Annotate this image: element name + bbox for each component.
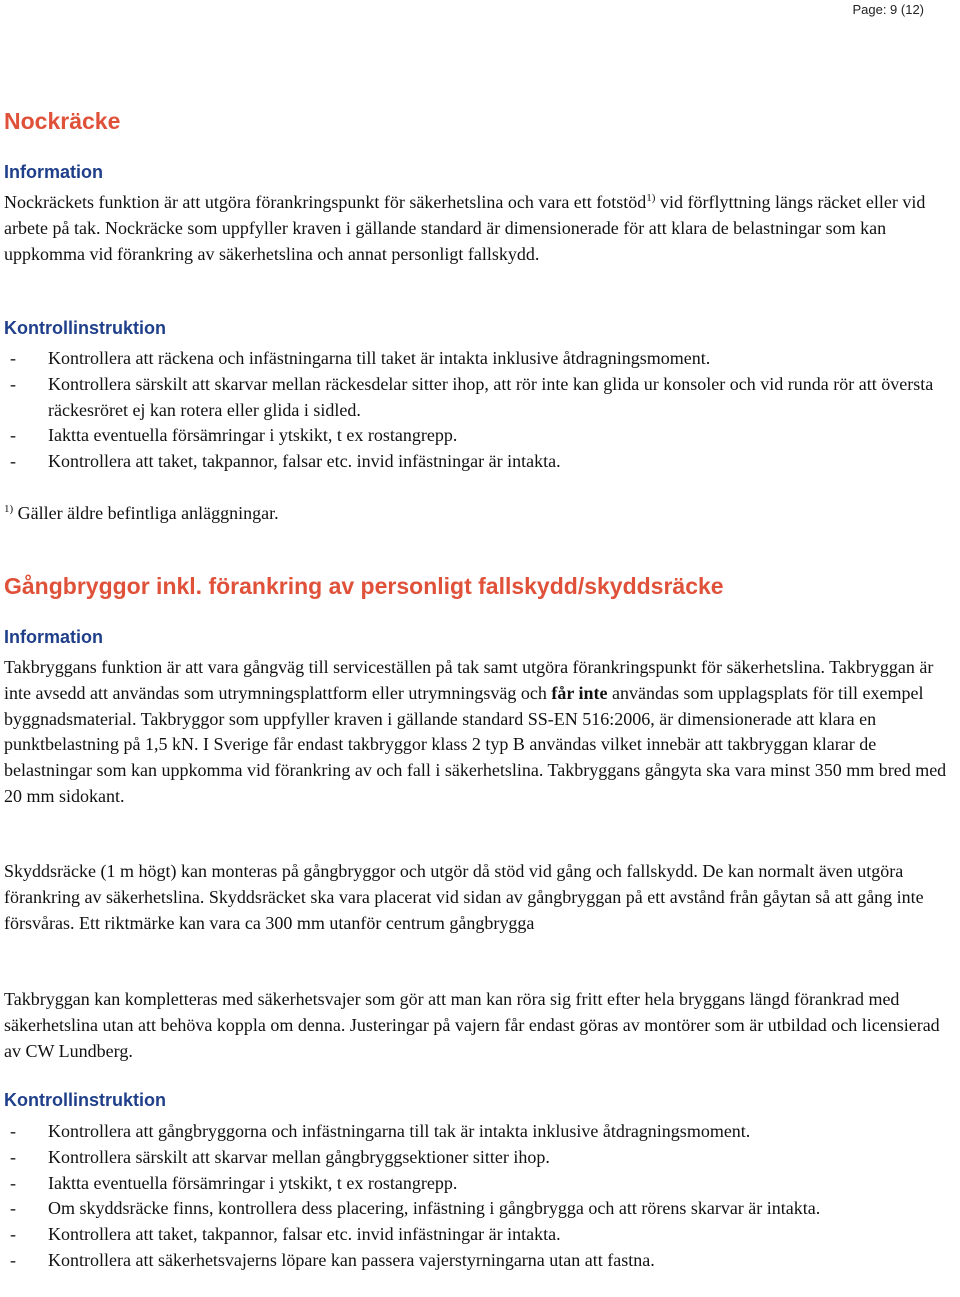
list-item-text: Kontrollera att säkerhetsvajerns löpare kan passera vajerstyrningarna utan att fastna. [48,1249,655,1270]
control-heading-2: Kontrollinstruktion [4,1090,166,1110]
bold-text: får inte [551,682,608,703]
control-list-1 [4,346,959,475]
list-item-text: Kontrollera att räckena och infästningarna till taket är intakta inklusive åtdragningsmoment. [48,348,711,368]
list-item [4,372,959,424]
list-item-text: Iaktta eventuella försämringar i ytskikt, t ex rostangrepp. [48,1172,458,1193]
para-text: Takbryggans funktion är att vara gångväg till serviceställen på tak samt utgöra förankringspunkt för säkerhetslina. Takbryggan är inte avsedd att användas som utrymningsplattform eller utrymningsväg och [4,657,934,703]
footnote-text: Gäller äldre befintliga anläggningar. [13,503,279,523]
control-heading-1: Kontrollinstruktion [4,318,166,338]
bullet-dash: - [10,1172,16,1193]
info-heading-1: Information [4,162,103,182]
bullet-dash: - [10,1121,16,1141]
info-text-part2: vid förflyttning längs räcket eller vid arbete på tak. Nockräcke som uppfyller kraven i gällande standard är dimensionerade för att klara de belastningar som kan uppkomma vid förankring av säkerhetslina och annat personligt fallskydd. [4,192,926,264]
bullet-dash: - [10,1198,16,1219]
info-paragraph-2 [4,655,959,810]
footnote [4,501,959,527]
list-item [4,1119,959,1145]
para-text: användas som upplagsplats för till exempel byggnadsmaterial. Takbryggor som uppfyller kraven i gällande standard SS-EN 516:2006, är dimensionerade att klara en punktbelastning på 1,5 kN. I Sverige får endast takbryggor klass 2 typ B användas vilket innebär att takbryggan klarar de belastningar som kan uppkomma vid förankring av och fall i säkerhetslina. Takbryggans gångyta ska vara minst 350 mm bred med 20 mm sidokant. [4,682,947,806]
bullet-dash: - [10,373,16,394]
list-item [4,346,959,372]
list-item [4,1171,959,1197]
bullet-dash: - [10,425,16,446]
list-item [4,423,959,449]
list-item-text: Kontrollera att taket, takpannor, falsar etc. invid infästningar är intakta. [48,451,561,472]
bullet-dash: - [10,451,16,472]
sakerhetsvajer-paragraph: Takbryggan kan kompletteras med säkerhetsvajer som gör att man kan röra sig fritt efter hela bryggans längd förankrad med säkerhetslina utan att behöva koppla om denna. Justeringar på vajern får endast göras av montörer som är utbildad och licensierad av CW Lundberg. [4,989,940,1061]
page-number: Page: 9 (12) [852,2,924,17]
list-item [4,1145,959,1171]
control-list-2 [4,1119,959,1274]
footnote-mark: 1) [4,503,14,515]
bullet-dash: - [10,1249,16,1270]
list-item-text: Kontrollera särskilt att skarvar mellan gångbryggsektioner sitter ihop. [48,1146,550,1167]
info-paragraph-1 [4,190,959,267]
list-item-text: Iaktta eventuella försämringar i ytskikt, t ex rostangrepp. [48,425,458,446]
list-item-text: Kontrollera att taket, takpannor, falsar etc. invid infästningar är intakta. [48,1224,561,1245]
list-item [4,1222,959,1248]
list-item-text: Kontrollera att gångbryggorna och infästningarna till tak är intakta inklusive åtdragningsmoment. [48,1121,751,1141]
bullet-dash: - [10,1224,16,1245]
list-item-text: Kontrollera särskilt att skarvar mellan räckesdelar sitter ihop, att rör inte kan glida ur konsoler och vid runda rör att översta räckesröret ej kan rotera eller glida i sidled. [48,373,934,420]
skyddsracke-paragraph: Skyddsräcke (1 m högt) kan monteras på gångbryggor och utgör då stöd vid gång och fallskydd. De kan normalt även utgöra förankring av säkerhetslina. Skyddsräcket ska vara placerat vid sidan av gångbryggan på ett avstånd från gåytan så att gång inte försvåras. Ett riktmärke kan vara ca 300 mm utanför centrum gångbrygga [4,861,924,933]
footnote-ref: 1) [646,192,656,204]
bullet-dash: - [10,348,16,368]
info-text-part1: Nockräckets funktion är att utgöra förankringspunkt för säkerhetslina och vara ett fotstöd [4,192,647,212]
bullet-dash: - [10,1146,16,1167]
list-item [4,1248,959,1274]
section-title-gangbryggor: Gångbryggor inkl. förankring av personligt fallskydd/skyddsräcke [4,573,724,599]
list-item [4,1196,959,1222]
list-item [4,449,959,475]
info-heading-2: Information [4,627,103,647]
section-title-nockracke: Nockräcke [4,108,121,134]
list-item-text: Om skyddsräcke finns, kontrollera dess placering, infästning i gångbrygga och att rörens skarvar är intakta. [48,1198,821,1219]
